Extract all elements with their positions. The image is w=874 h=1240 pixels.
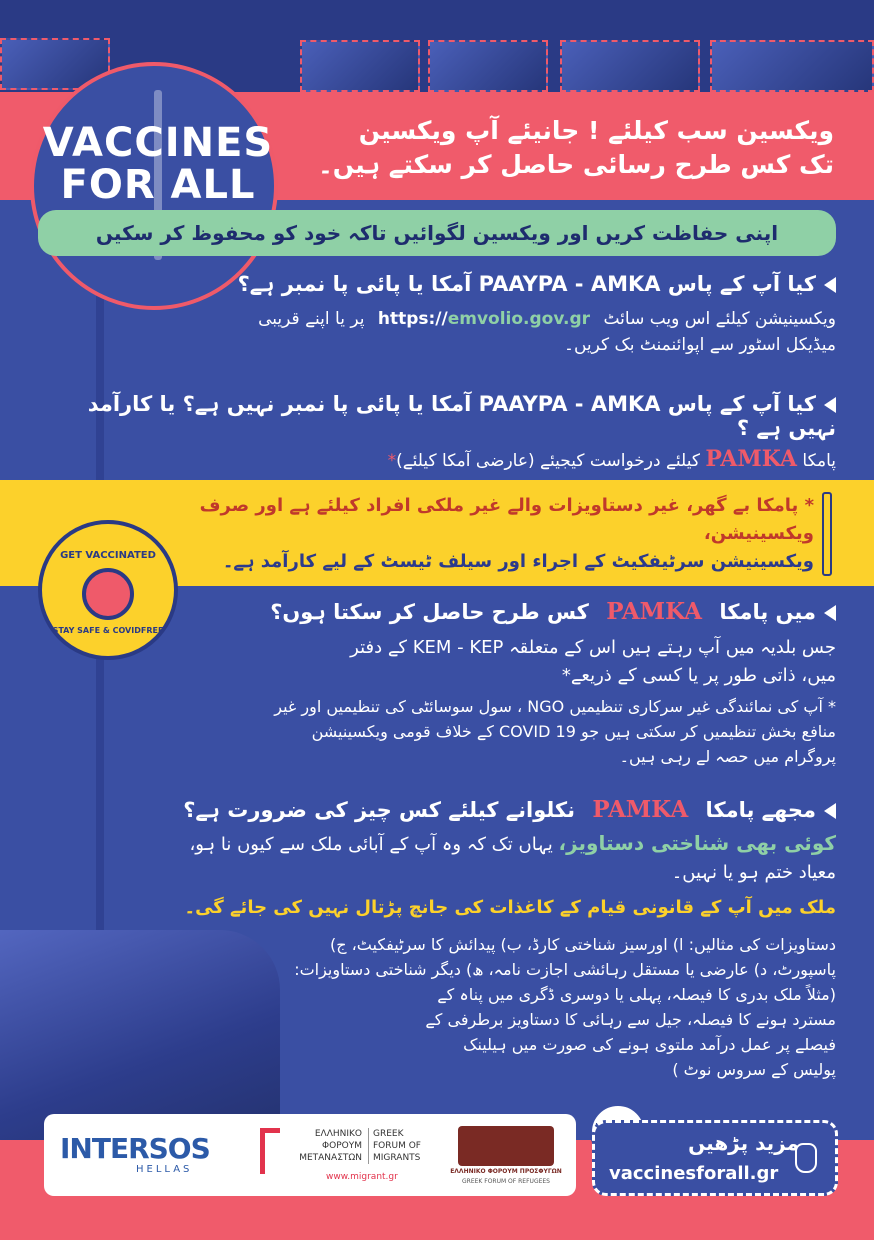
section-q2 [76,392,836,474]
q4-title-a: مجھے پامکا [705,798,816,822]
logo-line-2: FOR ALL [60,162,256,208]
note-line-2: ویکسینیشن سرٹیفکیٹ کے اجراء اور سیلف ٹیسٹ کے لیے کارآمد ہے۔ [222,551,814,572]
q4-ex-2: پاسپورٹ، د) عارضی یا مستقل رہائشی اجازت نامہ، ھ) دیگر شناختی دستاویزات: [294,960,836,979]
q2-body-b: کیلئے درخواست کیجیئے (عارضی آمکا کیلئے) [396,451,700,471]
gfm-url: www.migrant.gr [326,1172,398,1182]
section-q4 [76,796,836,923]
section-q1 [136,272,836,358]
q4-body-2: معیاد ختم ہو یا نہیں۔ [671,862,836,883]
slogan-pill: اپنی حفاظت کریں اور ویکسین لگوائیں تاکہ خود کو محفوظ کر سکیں [38,210,836,256]
vaccination-photo [0,930,280,1140]
gfm-greek-3: ΜΕΤΑΝΑΣΤΩΝ [299,1153,362,1163]
q4-ex-3: (مثلاً ملک بدری کا فیصلہ، پہلی یا دوسری ڈگری میں پناہ کے [437,985,836,1004]
gfr-english: GREEK FORUM OF REFUGEES [462,1178,550,1185]
headline-line-2: تک کس طرح رسائی حاصل کر سکتے ہیں۔ [318,150,834,179]
photo-3 [428,40,548,92]
q3-title-b: کس طرح حاصل کر سکتا ہوں؟ [270,600,589,624]
website-link[interactable]: https://emvolio.gov.gr [377,309,591,329]
q3-body-3: * آپ کی نمائندگی غیر سرکاری تنظیمیں NGO ، سول سوسائٹی کی تنظیمیں اور غیر [274,697,836,716]
intersos-logo: INTERSOS [60,1132,210,1165]
q3-body-2: میں، ذاتی طور پر یا کسی کے ذریعے* [561,665,836,686]
q4-ex-5: فیصلے پر عمل درآمد ملتوی ہونے کی صورت میں ہیلینک [463,1035,836,1054]
gfm-english-3: MIGRANTS [373,1153,421,1163]
q4-ex-1: دستاویزات کی مثالیں: ا) اورسیز شناختی کارڈ، ب) پیدائش کا سرٹیفکیٹ، ج) [329,935,836,954]
q4-title-b: نکلوانے کیلئے کس چیز کی ضرورت ہے؟ [183,798,576,822]
q1-body-a: ویکسینیشن کیلئے اس ویب سائٹ [603,309,836,329]
intersos-hellas: HELLAS [136,1164,193,1175]
q3-body-5: پروگرام میں حصہ لے رہی ہیں۔ [619,747,836,766]
pamka-label: PAMKA [592,796,689,823]
gfm-english-2: FORUM OF [373,1141,421,1151]
gfm-english-1: GREEK [373,1129,404,1139]
badge-bottom-text: STAY SAFE & COVIDFREE [52,626,164,635]
bullet-triangle-icon [824,277,836,293]
migrants-forum-icon [260,1128,280,1174]
q2-title: کیا آپ کے پاس PAAYPA - AMKA آمکا یا پائی پا نمبر نہیں ہے؟ یا کارآمد نہیں ہے ؟ [87,392,836,440]
virus-icon [82,568,134,620]
q3-body-4: منافع بخش تنظیمیں کر سکتی ہیں جو COVID 19 کے خلاف قومی ویکسینیشن [311,722,836,741]
q1-body-b: پر یا اپنے قریبی [258,309,365,329]
read-more-label: مزید پڑھیں [688,1131,799,1155]
badge-top-text: GET VACCINATED [60,550,156,561]
gfm-greek-2: ΦΟΡΟΥΜ [322,1141,362,1151]
q2-body-a: پامکا [802,451,836,471]
q3-body-1: جس بلدیہ میں آپ رہتے ہیں اس کے متعلقہ KEM - KEP کے دفتر [350,637,836,658]
bullet-triangle-icon [824,605,836,621]
gfm-greek-1: ΕΛΛΗΝΙΚΟ [314,1129,362,1139]
pamka-note [114,492,814,576]
q3-body [36,634,836,769]
pamka-label: PAMKA [705,446,797,472]
partner-logos [44,1114,576,1196]
gfr-greek: ΕΛΛΗΝΙΚΟ ΦΟΡΟΥΜ ΠΡΟΣΦΥΓΩΝ [450,1168,562,1175]
logo-line-1: VACCINES [42,120,274,166]
pamka-label: PAMKA [606,598,703,625]
q2-star: * [387,451,397,471]
q3-title-a: میں پامکا [719,600,816,624]
q1-title: کیا آپ کے پاس PAAYPA - AMKA آمکا یا پائی پا نمبر ہے؟ [237,272,816,296]
q4-ex-4: مسترد ہونے کا فیصلہ، جیل سے رہائی کا دستاویز برطرفی کے [425,1010,836,1029]
bullet-triangle-icon [824,397,836,413]
q4-yellow-text: ملک میں آپ کے قانونی قیام کے کاغذات کی جانچ پڑتال نہیں کی جائے گی۔ [184,897,836,918]
syringe-icon [822,492,832,576]
note-line-1: * پامکا بے گھر، غیر دستاویزات والے غیر ملکی افراد کیلئے ہے اور صرف ویکسینیشن، [199,495,814,544]
q4-body-1: یہاں تک کہ وہ آپ کے آبائی ملک سے کیوں نا ہو، [189,834,553,855]
headline [274,114,834,182]
photo-4 [560,40,700,92]
section-q3 [196,598,836,625]
read-more-link[interactable] [592,1120,838,1196]
refugees-forum-icon [458,1126,554,1166]
read-more-url[interactable]: vaccinesforall.gr [609,1163,779,1184]
q4-green-text: کوئی بھی شناختی دستاویز، [558,831,836,855]
photo-2 [300,40,420,92]
q1-body-c: میڈیکل اسٹور سے اپوائنمنٹ بک کریں۔ [564,335,836,355]
q4-ex-6: پولیس کے سروس نوٹ ) [672,1060,836,1079]
photo-5 [710,40,874,92]
hand-pointer-icon [795,1143,817,1173]
bullet-triangle-icon [824,803,836,819]
q4-examples [276,932,836,1082]
headline-line-1: ویکسین سب کیلئے ! جانیئے آپ ویکسین [358,116,834,145]
